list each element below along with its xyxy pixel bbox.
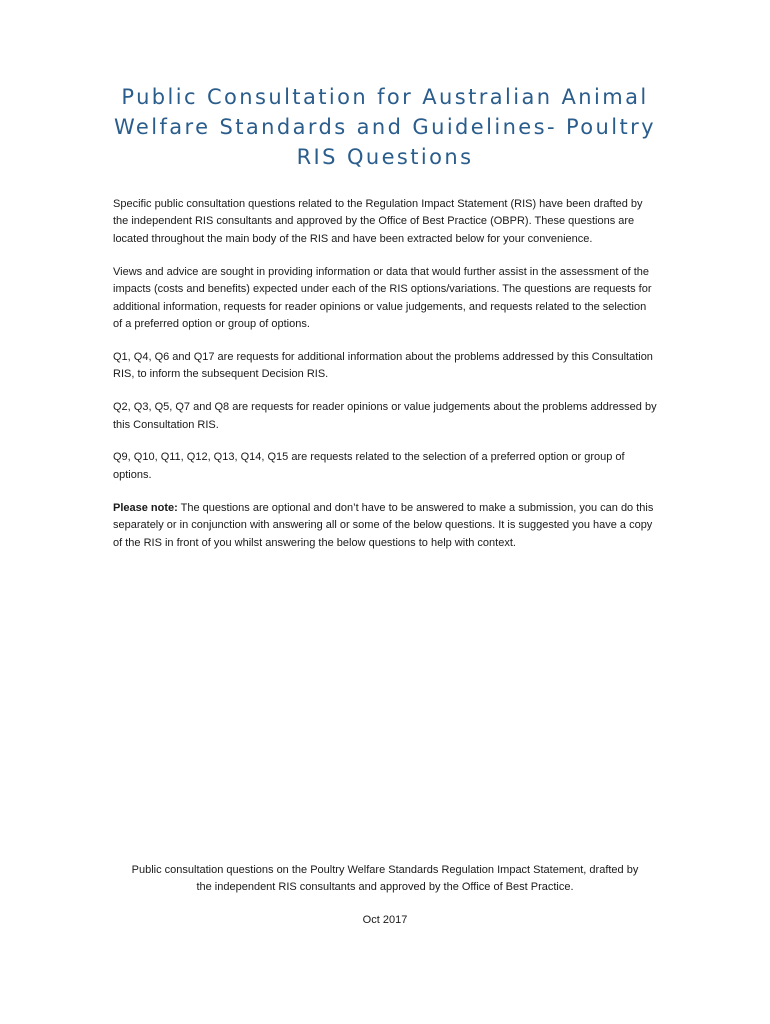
additional-info-questions-paragraph: Q1, Q4, Q6 and Q17 are requests for additional information about the problems addressed by this Consultation RIS, to inform the subsequent Decision RIS. xyxy=(113,350,653,381)
footer-line-1: Public consultation questions on the Poultry Welfare Standards Regulation Impact Statement, drafted by xyxy=(131,864,639,876)
intro-paragraph: Specific public consultation questions related to the Regulation Impact Statement (RIS) have been drafted by the independent RIS consultants and approved by the Office of Best Practice (OBPR). These questions are located throughout the main body of the RIS and have been extracted below for your convenience. xyxy=(113,198,643,245)
title-line-3: RIS Questions xyxy=(296,145,474,169)
option-selection-questions-paragraph: Q9, Q10, Q11, Q12, Q13, Q14, Q15 are requests related to the selection of a preferred option or group of options. xyxy=(113,451,625,481)
note-label: Please note: xyxy=(113,501,178,514)
note-paragraph xyxy=(113,500,658,552)
footer-line-2: the independent RIS consultants and approved by the Office of Best Practice. xyxy=(196,881,574,894)
note-text: The questions are optional and don’t have to be answered to make a submission, you can do this separately or in conjunction with answering all or some of the below questions. It is suggested you have a copy of the RIS in front of you whilst answering the below questions to help with context. xyxy=(113,501,654,549)
document-body xyxy=(113,196,658,568)
page-title xyxy=(100,82,670,172)
document-footer xyxy=(100,862,670,929)
footer-date: Oct 2017 xyxy=(362,913,408,926)
title-line-1: Public Consultation for Australian Animal xyxy=(121,85,649,109)
views-paragraph: Views and advice are sought in providing information or data that would further assist in the assessment of the impacts (costs and benefits) expected under each of the RIS options/variations. The questions are requests for additional information, requests for reader opinions or value judgements, and requests related to the selection of a preferred option or group of options. xyxy=(113,265,652,330)
title-line-2: Welfare Standards and Guidelines- Poultry xyxy=(113,115,656,139)
opinion-questions-paragraph: Q2, Q3, Q5, Q7 and Q8 are requests for reader opinions or value judgements about the problems addressed by this Consultation RIS. xyxy=(113,401,657,431)
